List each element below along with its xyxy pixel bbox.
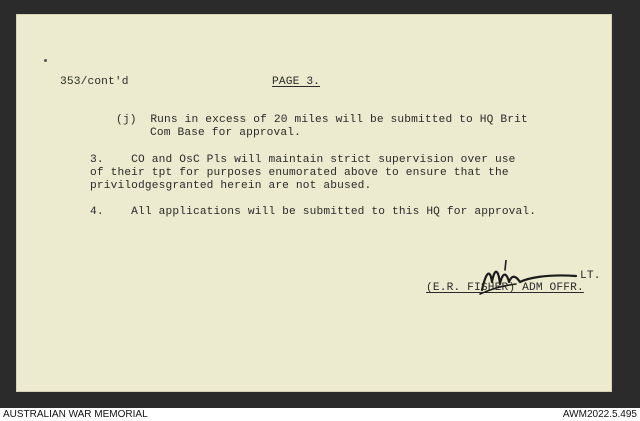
page-heading: PAGE 3. <box>272 76 321 88</box>
signatory-block: (E.R. FISHER) ADM OFFR. <box>426 282 584 294</box>
paragraph-4: 4. All applications will be submitted to this HQ for approval. <box>90 206 537 218</box>
paragraph-3-line-1: 3. CO and OsC Pls will maintain strict supervision over use <box>90 154 516 166</box>
paragraph-3-line-3: privilodgesgranted herein are not abused. <box>90 180 372 192</box>
paragraph-3-line-2: of their tpt for purposes enumorated above to ensure that the <box>90 167 509 179</box>
paragraph-j-line-2: Com Base for approval. <box>150 127 301 139</box>
rank-label: LT. <box>580 270 601 282</box>
accession-number: AWM2022.5.495 <box>562 409 637 420</box>
paragraph-j-line-1: (j) Runs in excess of 20 miles will be submitted to HQ Brit <box>116 114 528 126</box>
paper-speck <box>44 59 47 62</box>
document-page <box>16 14 612 392</box>
caption-bar <box>0 408 640 421</box>
institution-caption: AUSTRALIAN WAR MEMORIAL <box>3 409 148 420</box>
reference-number: 353/cont'd <box>60 76 129 88</box>
